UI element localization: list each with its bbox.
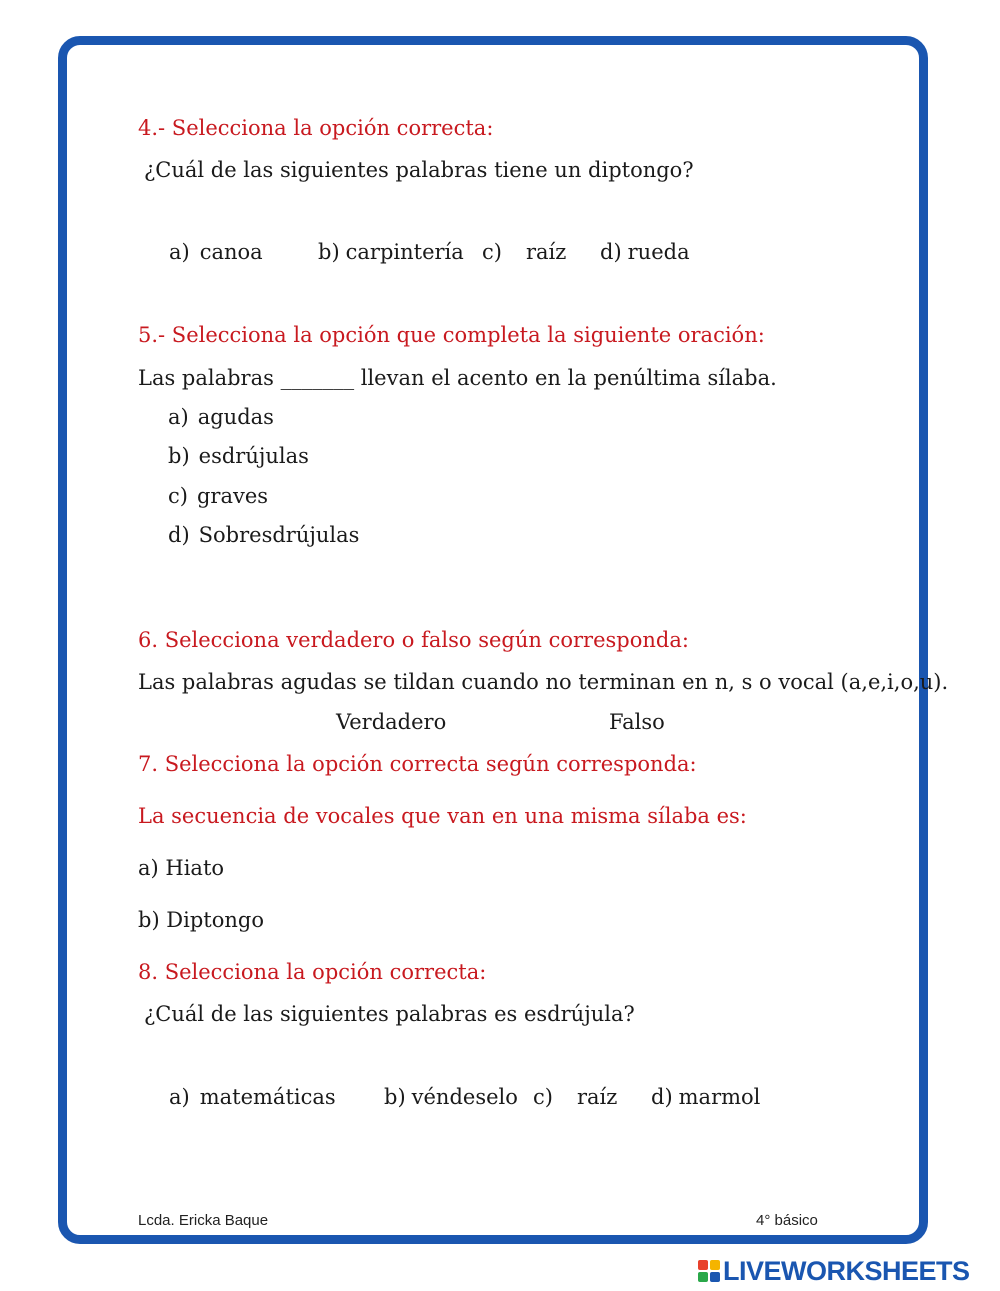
q5-title: 5.- Selecciona la opción que completa la siguiente oración: bbox=[138, 323, 765, 347]
q8-option-d[interactable]: d) marmol bbox=[651, 1085, 761, 1109]
q5-option-a[interactable]: a) agudas bbox=[168, 405, 274, 429]
liveworksheets-logo bbox=[698, 1255, 970, 1286]
q7-option-b[interactable]: b) Diptongo bbox=[138, 908, 264, 932]
q8-option-b[interactable]: b) véndeselo bbox=[384, 1085, 518, 1109]
brand-name: LIVEWORKSHEETS bbox=[723, 1255, 970, 1286]
q6-title: 6. Selecciona verdadero o falso según corresponda: bbox=[138, 628, 689, 652]
q4-option-a[interactable]: a) canoa bbox=[169, 240, 263, 264]
q4-title: 4.- Selecciona la opción correcta: bbox=[138, 116, 494, 140]
q8-option-c[interactable]: c) raíz bbox=[533, 1085, 618, 1109]
q5-option-c[interactable]: c) graves bbox=[168, 484, 269, 508]
q8-question: ¿Cuál de las siguientes palabras es esdrújula? bbox=[144, 1002, 635, 1026]
q8-option-a[interactable]: a) matemáticas bbox=[169, 1085, 336, 1109]
q5-option-d[interactable]: d) Sobresdrújulas bbox=[168, 523, 360, 547]
q7-question: La secuencia de vocales que van en una misma sílaba es: bbox=[138, 804, 747, 828]
q7-title: 7. Selecciona la opción correcta según corresponda: bbox=[138, 752, 697, 776]
footer-grade: 4° básico bbox=[756, 1212, 818, 1229]
q4-question: ¿Cuál de las siguientes palabras tiene un diptongo? bbox=[144, 158, 694, 182]
q6-option-true[interactable]: Verdadero bbox=[336, 710, 447, 734]
q6-question: Las palabras agudas se tildan cuando no terminan en n, s o vocal (a,e,i,o,u). bbox=[138, 670, 949, 694]
q4-option-d[interactable]: d) rueda bbox=[600, 240, 690, 264]
q4-option-c[interactable]: c) raíz bbox=[482, 240, 567, 264]
q7-option-a[interactable]: a) Hiato bbox=[138, 856, 225, 880]
q8-title: 8. Selecciona la opción correcta: bbox=[138, 960, 487, 984]
q5-question: Las palabras _______ llevan el acento en la penúltima sílaba. bbox=[138, 366, 777, 390]
footer-author: Lcda. Ericka Baque bbox=[138, 1212, 269, 1229]
q6-option-false[interactable]: Falso bbox=[609, 710, 665, 734]
q5-option-b[interactable]: b) esdrújulas bbox=[168, 444, 309, 468]
logo-icon bbox=[698, 1260, 720, 1282]
q4-option-b[interactable]: b) carpintería bbox=[318, 240, 464, 264]
